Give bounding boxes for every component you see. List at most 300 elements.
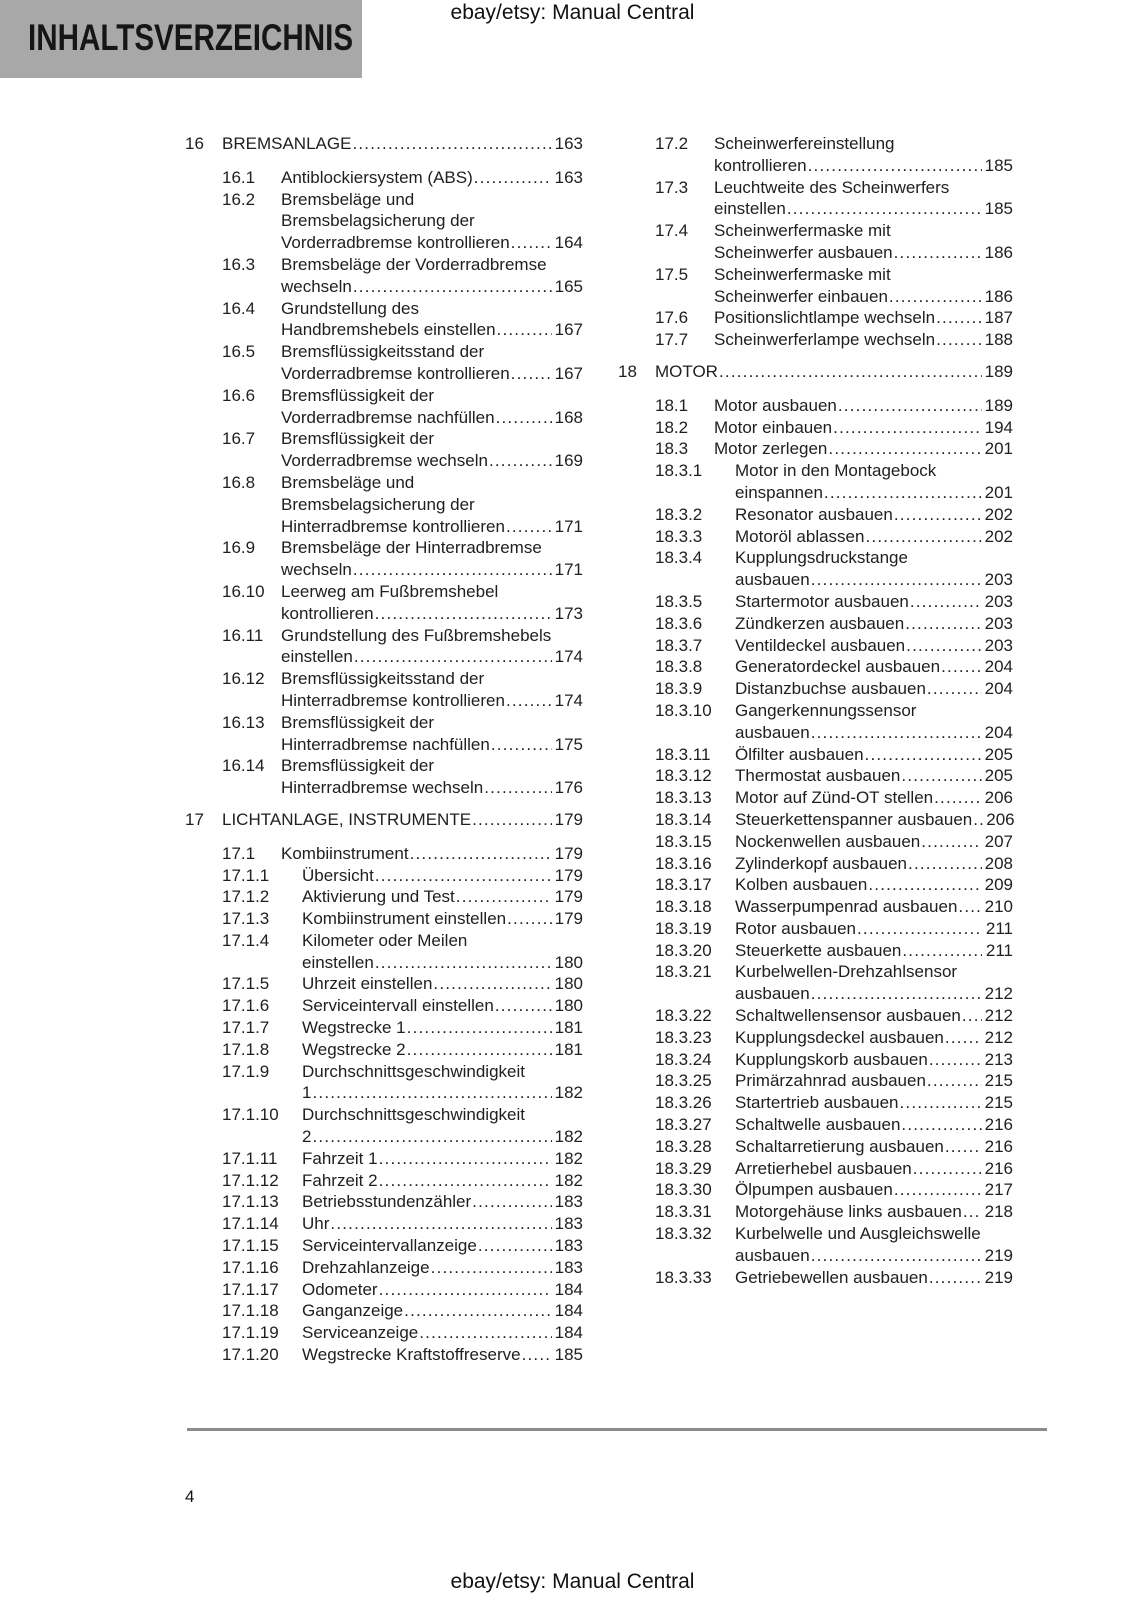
toc-entry-title (281, 189, 583, 254)
toc-entry (185, 298, 583, 342)
dot-leader (894, 242, 982, 264)
toc-entry-title-line: Motor zerlegen (714, 439, 828, 459)
toc-entry-page: 202 (984, 526, 1013, 546)
toc-entry-title-line: Hinterradbremse kontrollieren (281, 516, 505, 536)
dot-leader (921, 831, 981, 853)
toc-entry-number: 17.1.14 (222, 1214, 279, 1234)
toc-entry-title (735, 809, 1013, 831)
toc-entry-title (302, 1300, 583, 1322)
toc-entry-title (302, 886, 583, 908)
toc-entry (618, 853, 1013, 875)
toc-entry-page: 182 (554, 1148, 583, 1168)
toc-entry-title-line: Zündkerzen ausbauen (735, 613, 905, 633)
toc-entry (618, 787, 1013, 809)
toc-entry (618, 547, 1013, 591)
toc-entry (185, 712, 583, 756)
toc-entry-title (281, 385, 583, 429)
toc-entry-title (735, 460, 1013, 504)
dot-leader (934, 787, 982, 809)
toc-entry-page: 208 (984, 853, 1013, 873)
toc-entry-number: 18.3.1 (655, 461, 703, 481)
toc-entry-number: 18.3.23 (655, 1027, 712, 1047)
toc-entry (618, 809, 1013, 831)
toc-entry (618, 264, 1013, 308)
toc-entry-number: 16.6 (222, 385, 256, 405)
toc-entry-page: 188 (984, 330, 1013, 350)
toc-entry-page: 219 (984, 1267, 1013, 1287)
toc-entry-title (735, 940, 1013, 962)
toc-entry (618, 504, 1013, 526)
toc-entry-page: 183 (554, 1257, 583, 1277)
toc-entry-title (302, 1235, 583, 1257)
toc-entry (185, 385, 583, 429)
toc-entry-title-line: Wegstrecke 2 (302, 1039, 406, 1059)
toc-entry-page: 201 (984, 439, 1013, 459)
toc-entry (618, 329, 1013, 351)
dot-leader (808, 155, 982, 177)
toc-entry-page: 179 (554, 887, 583, 907)
toc-entry-page: 167 (554, 320, 583, 340)
toc-entry (618, 1114, 1013, 1136)
toc-entry-title-line: Kurbelwellen-Drehzahlsensor (735, 962, 958, 982)
dot-leader (945, 1027, 982, 1049)
dot-leader (913, 1158, 982, 1180)
toc-entry-title (281, 341, 583, 385)
dot-leader (379, 1279, 552, 1301)
toc-entry-number: 17.1.16 (222, 1257, 279, 1277)
toc-entry (618, 1201, 1013, 1223)
toc-entry-title-line: Hinterradbremse kontrollieren (281, 690, 505, 710)
dot-leader (901, 1114, 981, 1136)
toc-entry-title-line: Antiblockiersystem (ABS) (281, 167, 473, 187)
page-heading: INHALTSVERZEICHNIS (28, 17, 354, 59)
toc-entry-page: 163 (554, 167, 583, 187)
toc-entry-title-line: Ölfilter ausbauen (735, 744, 864, 764)
toc-entry-number: 18.3.16 (655, 853, 712, 873)
toc-entry (185, 843, 583, 865)
toc-entry-title-line: Bremsflüssigkeitsstand der (281, 342, 485, 362)
dot-leader (474, 167, 552, 189)
toc-entry-number: 17.1.12 (222, 1170, 279, 1190)
toc-entry-title-line: Fahrzeit 2 (302, 1170, 378, 1190)
toc-entry-title (302, 865, 583, 887)
toc-entry (185, 1104, 583, 1148)
toc-entry-title-line: Bremsflüssigkeit der (281, 756, 435, 776)
dot-leader (889, 286, 982, 308)
dot-leader (410, 843, 552, 865)
toc-entry-number: 16.5 (222, 342, 256, 362)
toc-entry-title (281, 843, 583, 865)
running-footer: ebay/etsy: Manual Central (450, 1570, 695, 1593)
toc-entry-title-line: Kupplungsdeckel ausbauen (735, 1027, 944, 1047)
toc-entry (185, 908, 583, 930)
toc-entry (185, 1235, 583, 1257)
toc-entry (185, 1170, 583, 1192)
toc-entry-title (655, 361, 1013, 383)
dot-leader (963, 1201, 982, 1223)
dot-leader (945, 1136, 982, 1158)
toc-entry (618, 395, 1013, 417)
toc-entry-page: 206 (986, 809, 1015, 829)
toc-entry (618, 177, 1013, 221)
toc-entry (618, 220, 1013, 264)
toc-entry-title (714, 220, 1013, 264)
toc-entry-title (302, 1039, 583, 1061)
toc-entry-title (735, 656, 1013, 678)
toc-entry-title-line: Bremsflüssigkeit der (281, 385, 435, 405)
footer-rule (187, 1428, 1047, 1431)
toc-entry-title (735, 765, 1013, 787)
toc-entry-title-line: Hinterradbremse wechseln (281, 778, 484, 798)
toc-entry-number: 17.1.5 (222, 974, 270, 994)
toc-entry-page: 203 (984, 570, 1013, 590)
toc-entry-number: 18.3.25 (655, 1071, 712, 1091)
dot-leader (478, 1235, 552, 1257)
dot-leader (352, 133, 551, 155)
toc-entry-number: 18.3.12 (655, 766, 712, 786)
dot-leader (811, 983, 982, 1005)
toc-entry-title-line: kontrollieren (714, 155, 807, 175)
toc-entry-page: 211 (985, 918, 1013, 938)
toc-entry-page: 203 (984, 635, 1013, 655)
toc-entry-title-line: Grundstellung des Fußbremshebels (281, 625, 552, 645)
toc-entry (618, 961, 1013, 1005)
toc-entry-page: 171 (554, 516, 583, 536)
toc-entry-page: 205 (984, 766, 1013, 786)
toc-entry-page: 204 (984, 722, 1013, 742)
toc-entry-title (281, 428, 583, 472)
toc-entry (185, 1300, 583, 1322)
toc-entry-title (302, 1191, 583, 1213)
dot-leader (719, 361, 982, 383)
toc-entry-title-line: wechseln (281, 276, 352, 296)
toc-entry (185, 1191, 583, 1213)
dot-leader (973, 809, 983, 831)
toc-entry-number: 18.3.19 (655, 918, 712, 938)
toc-entry-title-line: Scheinwerfer einbauen (714, 286, 888, 306)
dot-leader (868, 874, 981, 896)
toc-entry (185, 1279, 583, 1301)
toc-entry-page: 171 (554, 560, 583, 580)
toc-entry-number: 17.1.8 (222, 1039, 270, 1059)
dot-leader (456, 886, 552, 908)
dot-leader (472, 809, 552, 831)
toc-entry-number: 17.1 (222, 843, 256, 863)
toc-entry-title-line: einspannen (735, 482, 823, 502)
toc-entry-page: 185 (554, 1345, 583, 1365)
toc-entry-title-line: Motor in den Montagebock (735, 461, 937, 481)
toc-entry-number: 17.1.2 (222, 887, 270, 907)
dot-leader (312, 1126, 551, 1148)
toc-entry-title-line: Wasserpumpenrad ausbauen (735, 897, 958, 917)
dot-leader (865, 744, 982, 766)
toc-entry-title (714, 417, 1013, 439)
dot-leader (936, 329, 982, 351)
toc-entry-number: 18.3.7 (655, 635, 703, 655)
toc-entry-title (714, 133, 1013, 177)
toc-entry-page: 181 (554, 1039, 583, 1059)
toc-entry-page: 201 (984, 482, 1013, 502)
toc-entry-page: 180 (554, 952, 583, 972)
toc-entry-title-line: Ganganzeige (302, 1301, 404, 1321)
toc-entry-number: 18.3.15 (655, 831, 712, 851)
dot-leader (811, 722, 982, 744)
toc-entry-title-line: Rotor ausbauen (735, 918, 856, 938)
toc-entry-title-line: wechseln (281, 560, 352, 580)
toc-entry-title (735, 1092, 1013, 1114)
dot-leader (511, 363, 552, 385)
toc-entry-page: 212 (984, 984, 1013, 1004)
toc-entry-page: 183 (554, 1214, 583, 1234)
dot-leader (927, 1070, 982, 1092)
toc-entry-number: 18.3.18 (655, 897, 712, 917)
dot-leader (484, 777, 551, 799)
toc-entry (185, 625, 583, 669)
toc-entry-number: 16.14 (222, 756, 265, 776)
toc-entry-number: 18.3.14 (655, 809, 712, 829)
toc-entry-title (302, 1061, 583, 1105)
toc-entry-title-line: Distanzbuchse ausbauen (735, 679, 926, 699)
toc-entry-number: 16.12 (222, 669, 265, 689)
toc-entry-title-line: Durchschnittsgeschwindigkeit (302, 1105, 525, 1125)
toc-entry (185, 472, 583, 537)
toc-entry-title-line: Uhrzeit einstellen (302, 974, 433, 994)
toc-entry-title (222, 133, 583, 155)
dot-leader (824, 482, 982, 504)
toc-entry-title (281, 472, 583, 537)
toc-entry-number: 17.1.7 (222, 1018, 270, 1038)
toc-entry-title-line: Bremsbelagsicherung der (281, 211, 475, 231)
toc-entry-page: 205 (984, 744, 1013, 764)
dot-leader (833, 417, 981, 439)
toc-entry (618, 1179, 1013, 1201)
toc-entry (185, 886, 583, 908)
toc-entry-number: 17.1.20 (222, 1345, 279, 1365)
toc-entry-title-line: Wegstrecke Kraftstoffreserve (302, 1345, 521, 1365)
dot-leader (472, 1191, 551, 1213)
toc-entry-title-line: Leerweg am Fußbremshebel (281, 581, 499, 601)
toc-entry-page: 211 (985, 940, 1013, 960)
dot-leader (353, 559, 552, 581)
toc-entry-title-line: Kilometer oder Meilen (302, 930, 468, 950)
toc-entry-page: 185 (984, 199, 1013, 219)
toc-entry-title (302, 1017, 583, 1039)
toc-entry-number: 18.3.22 (655, 1006, 712, 1026)
toc-entry-page: 184 (554, 1323, 583, 1343)
toc-entry-page: 179 (554, 865, 583, 885)
toc-entry-page: 182 (554, 1083, 583, 1103)
toc-entry-title-line: ausbauen (735, 1245, 810, 1265)
toc-entry (618, 1070, 1013, 1092)
toc-entry-title (302, 1257, 583, 1279)
toc-entry-title (735, 526, 1013, 548)
toc-entry-title-line: BREMSANLAGE (222, 134, 352, 153)
dot-leader (838, 395, 982, 417)
toc-entry-number: 18.3.11 (655, 744, 711, 764)
toc-entry-title (735, 1005, 1013, 1027)
toc-entry-title-line: Primärzahnrad ausbauen (735, 1071, 926, 1091)
toc-entry-title-line: Serviceintervall einstellen (302, 996, 494, 1016)
dot-leader (811, 1245, 982, 1267)
toc-entry-title-line: Zylinderkopf ausbauen (735, 853, 908, 873)
toc-entry-page: 185 (984, 155, 1013, 175)
toc-entry-page: 179 (554, 909, 583, 929)
toc-entry-title (281, 755, 583, 799)
toc-entry-number: 18.3.10 (655, 700, 712, 720)
dot-leader (495, 995, 552, 1017)
toc-entry-title-line: Ölpumpen ausbauen (735, 1180, 893, 1200)
toc-entry-title (735, 1070, 1013, 1092)
toc-entry-title (735, 1223, 1013, 1267)
toc-entry-title-line: Vorderradbremse wechseln (281, 451, 488, 471)
toc-entry-page: 204 (984, 657, 1013, 677)
toc-entry-title-line: Vorderradbremse kontrollieren (281, 363, 510, 383)
running-header: ebay/etsy: Manual Central (450, 1, 695, 24)
toc-entry-title-line: Motoröl ablassen (735, 526, 865, 546)
toc-entry-title-line: Wegstrecke 1 (302, 1018, 406, 1038)
toc-entry-title (714, 307, 1013, 329)
dot-leader (894, 1179, 982, 1201)
toc-entry (618, 1049, 1013, 1071)
dot-leader (958, 896, 981, 918)
toc-entry-page: 173 (554, 603, 583, 623)
toc-entry-title (735, 961, 1013, 1005)
toc-entry (185, 1213, 583, 1235)
toc-entry (618, 1136, 1013, 1158)
toc-entry-page: 216 (984, 1115, 1013, 1135)
dot-leader (941, 656, 982, 678)
toc-entry-number: 16 (185, 134, 204, 153)
toc-entry (185, 581, 583, 625)
toc-entry-number: 18.3.13 (655, 788, 712, 808)
toc-entry-page: 163 (554, 134, 583, 153)
dot-leader (811, 569, 982, 591)
toc-entry-number: 17.7 (655, 330, 689, 350)
toc-entry (618, 635, 1013, 657)
toc-entry-page: 180 (554, 996, 583, 1016)
toc-entry-number: 17.6 (655, 308, 689, 328)
toc-entry-page: 186 (984, 286, 1013, 306)
toc-entry-title-line: Scheinwerfermaske mit (714, 221, 891, 241)
toc-entry-page: 176 (554, 778, 583, 798)
toc-entry-number: 16.10 (222, 581, 265, 601)
toc-entry (185, 973, 583, 995)
toc-entry-title-line: Bremsflüssigkeit der (281, 712, 435, 732)
toc-entry-number: 16.7 (222, 429, 256, 449)
toc-entry-number: 17.1.1 (222, 865, 270, 885)
toc-entry (618, 1267, 1013, 1289)
toc-entry-title (735, 874, 1013, 896)
dot-leader (511, 232, 552, 254)
toc-entry-title-line: Schaltwellensensor ausbauen (735, 1006, 961, 1026)
toc-entry-page: 181 (554, 1018, 583, 1038)
toc-entry-title-line: Motor einbauen (714, 417, 833, 437)
toc-entry-title-line: Kombiinstrument (281, 843, 409, 863)
toc-entry (185, 865, 583, 887)
toc-entry (618, 874, 1013, 896)
toc-entry-title (735, 1267, 1013, 1289)
toc-entry-page: 184 (554, 1279, 583, 1299)
dot-leader (491, 734, 552, 756)
toc-entry-title (735, 1179, 1013, 1201)
toc-entry-page: 179 (554, 843, 583, 863)
toc-entry (618, 940, 1013, 962)
toc-entry-title-line: Bremsflüssigkeit der (281, 429, 435, 449)
toc-entry-number: 18.3.6 (655, 613, 703, 633)
toc-entry-title-line: Getriebewellen ausbauen (735, 1267, 928, 1287)
toc-entry-title-line: Bremsbeläge der Hinterradbremse (281, 538, 542, 558)
toc-entry-title-line: Scheinwerfereinstellung (714, 134, 895, 153)
toc-entry-title (302, 1170, 583, 1192)
page-heading-box (0, 0, 362, 78)
toc-entry-title (714, 395, 1013, 417)
toc-entry-title (281, 254, 583, 298)
toc-entry-number: 18.3.33 (655, 1267, 712, 1287)
toc-entry-title-line: Arretierhebel ausbauen (735, 1158, 912, 1178)
dot-leader (419, 1322, 551, 1344)
toc-entry (185, 537, 583, 581)
toc-entry-page: 174 (554, 690, 583, 710)
toc-entry-page: 216 (984, 1136, 1013, 1156)
toc-entry-title (281, 167, 583, 189)
toc-entry-title (714, 264, 1013, 308)
toc-entry-number: 17.1.13 (222, 1192, 279, 1212)
toc-entry-title-line: Bremsflüssigkeitsstand der (281, 669, 485, 689)
toc-entry-title-line: Positionslichtlampe wechseln (714, 308, 936, 328)
toc-entry-title-line: Motor ausbauen (714, 395, 837, 415)
toc-entry-title-line: Steuerkette ausbauen (735, 940, 902, 960)
toc-entry (618, 1158, 1013, 1180)
toc-entry-title-line: Durchschnittsgeschwindigkeit (302, 1061, 525, 1081)
toc-entry-number: 16.2 (222, 189, 256, 209)
dot-leader (407, 1017, 552, 1039)
toc-entry-title-line: kontrollieren (281, 603, 374, 623)
toc-entry-title-line: Aktivierung und Test (302, 887, 455, 907)
toc-entry (618, 656, 1013, 678)
toc (185, 133, 1013, 1366)
toc-entry-page: 184 (554, 1301, 583, 1321)
toc-entry-number: 18.3.29 (655, 1158, 712, 1178)
page-number: 4 (185, 1487, 195, 1506)
toc-entry (618, 591, 1013, 613)
toc-entry (618, 133, 1013, 177)
toc-entry-title-line: Steuerkettenspanner ausbauen (735, 809, 973, 829)
dot-leader (929, 1267, 982, 1289)
toc-entry-page: 182 (554, 1127, 583, 1147)
toc-entry (618, 700, 1013, 744)
toc-entry-number: 18.3.24 (655, 1049, 712, 1069)
toc-entry-title-line: Serviceanzeige (302, 1323, 419, 1343)
dot-leader (375, 865, 552, 887)
toc-entry-number: 17.1.17 (222, 1279, 279, 1299)
toc-entry (618, 744, 1013, 766)
toc-entry-number: 17.1.6 (222, 996, 270, 1016)
toc-entry-title-line: ausbauen (735, 984, 810, 1004)
dot-leader (353, 276, 552, 298)
toc-entry-title-line: Kupplungsdruckstange (735, 548, 908, 568)
dot-leader (375, 603, 552, 625)
toc-entry-number: 16.9 (222, 538, 256, 558)
toc-entry-page: 174 (554, 647, 583, 667)
toc-entry-title (302, 930, 583, 974)
toc-entry-title-line: Schaltwelle ausbauen (735, 1115, 901, 1135)
toc-entry-title-line: Kurbelwelle und Ausgleichswelle (735, 1224, 981, 1244)
toc-column-right (618, 133, 1013, 1366)
toc-entry-page: 215 (984, 1093, 1013, 1113)
toc-entry (618, 613, 1013, 635)
toc-entry (185, 1061, 583, 1105)
toc-entry-title (735, 918, 1013, 940)
